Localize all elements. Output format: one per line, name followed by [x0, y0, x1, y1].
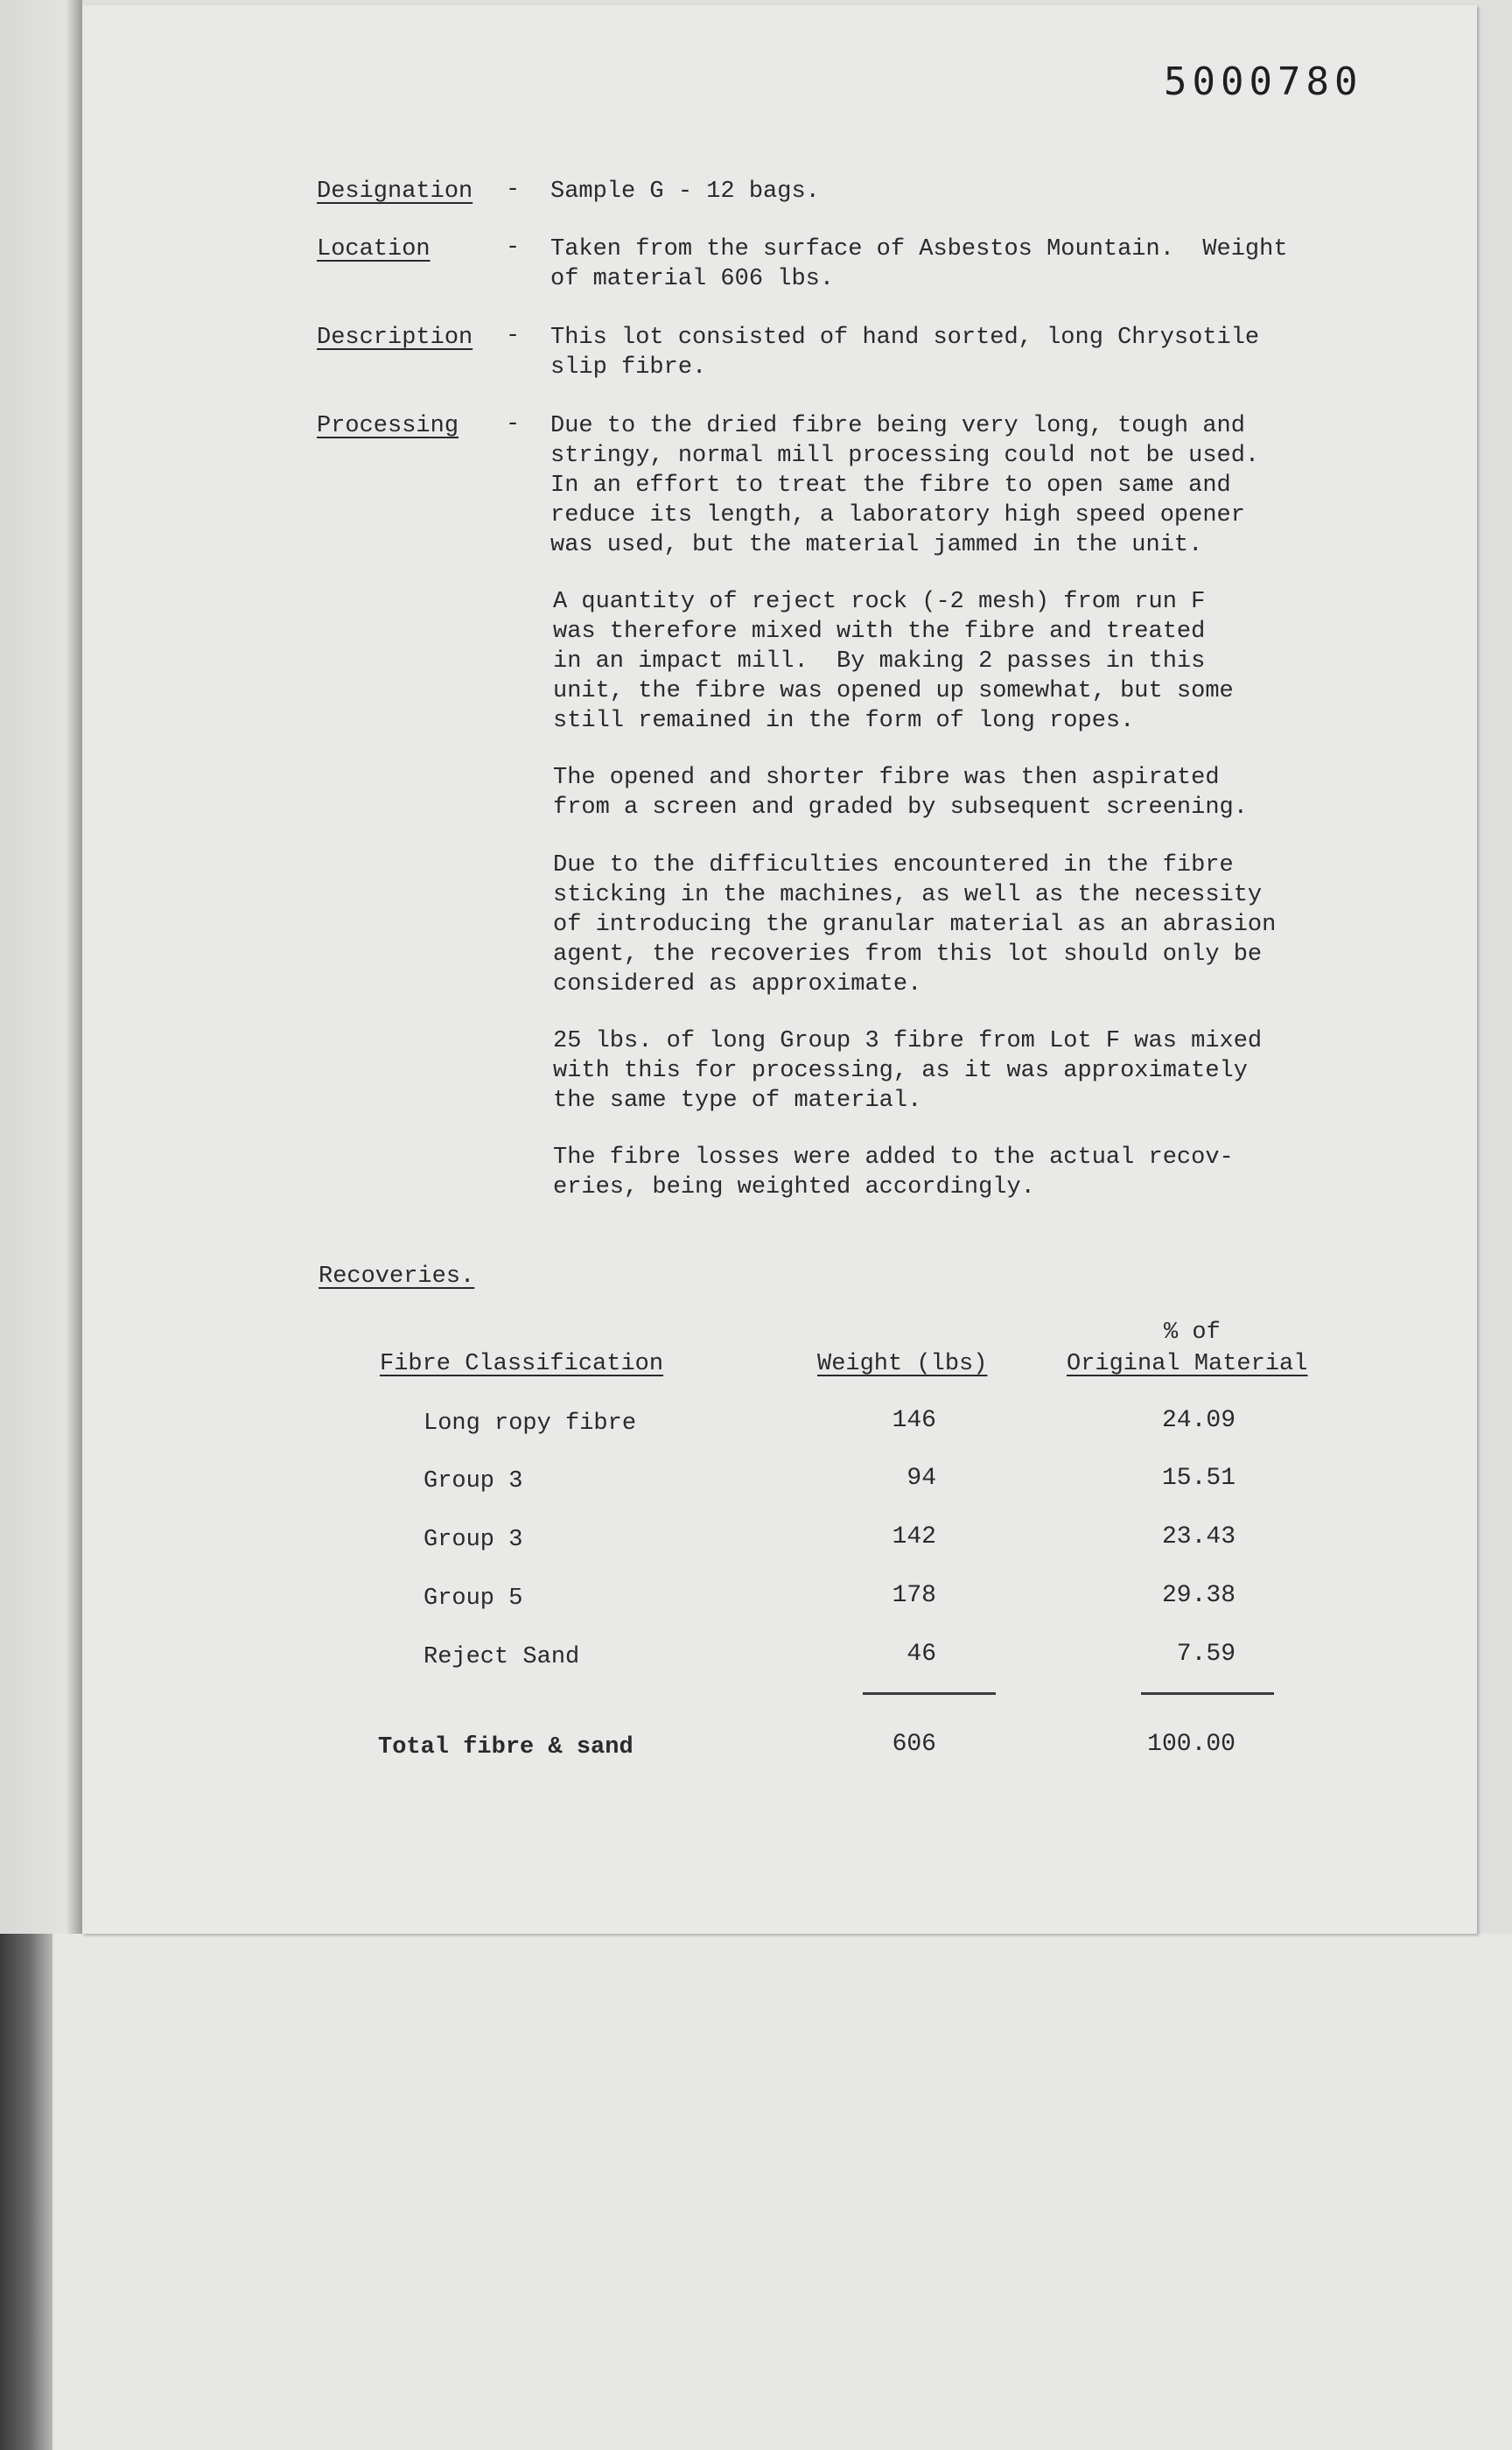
paragraph-5-line1: The fibre losses were added to the actual recov-	[553, 1144, 1234, 1171]
table-row-classification: Long ropy fibre	[424, 1410, 637, 1437]
table-row-weight: 142	[892, 1523, 936, 1550]
percent-sum-rule	[1141, 1692, 1274, 1695]
background-surface	[52, 1934, 1512, 2450]
paragraph-3-line3: of introducing the granular material as an abrasion	[553, 912, 1277, 938]
paragraph-1-line1: A quantity of reject rock (-2 mesh) from run F	[553, 589, 1206, 615]
field-value-description-line2: slip fibre.	[550, 354, 707, 381]
total-label: Total fibre & sand	[378, 1734, 634, 1760]
field-value-processing-line4: reduce its length, a laboratory high speed opener	[550, 502, 1245, 528]
field-value-location-line1: Taken from the surface of Asbestos Mountain. Weight	[550, 236, 1288, 262]
table-row-weight: 146	[892, 1407, 936, 1434]
column-header-percent-line2: Original Material	[1067, 1351, 1308, 1377]
field-value-processing-line2: stringy, normal mill processing could not be used.	[550, 443, 1260, 469]
paragraph-1-line5: still remained in the form of long ropes.	[553, 708, 1135, 734]
paragraph-4-line1: 25 lbs. of long Group 3 fibre from Lot F was mixed	[553, 1028, 1263, 1054]
field-value-processing-line1: Due to the dried fibre being very long, tough and	[550, 413, 1245, 439]
paragraph-3-line5: considered as approximate.	[553, 971, 922, 998]
table-row-classification: Group 3	[424, 1468, 523, 1494]
table-row-classification: Reject Sand	[424, 1644, 580, 1670]
column-header-weight: Weight (lbs)	[817, 1351, 988, 1377]
paragraph-3-line1: Due to the difficulties encountered in the fibre	[553, 852, 1234, 878]
field-label-processing: Processing	[317, 413, 459, 439]
total-weight: 606	[892, 1731, 936, 1758]
field-label-description: Description	[317, 325, 473, 351]
column-header-percent-line1: % of	[1164, 1320, 1221, 1346]
paragraph-4-line2: with this for processing, as it was approximately	[553, 1058, 1248, 1084]
shadow	[0, 1934, 52, 2450]
field-value-location-line2: of material 606 lbs.	[550, 266, 835, 292]
field-dash: -	[506, 177, 521, 203]
paragraph-5-line2: eries, being weighted accordingly.	[553, 1174, 1035, 1200]
table-row-weight: 178	[892, 1582, 936, 1609]
paragraph-1-line3: in an impact mill. By making 2 passes in this	[553, 648, 1206, 675]
table-row-percent: 7.59	[1176, 1641, 1236, 1668]
table-row-classification: Group 3	[424, 1527, 523, 1553]
recoveries-heading: Recoveries.	[318, 1264, 475, 1290]
paragraph-3-line4: agent, the recoveries from this lot should only be	[553, 942, 1263, 968]
paragraph-4-line3: the same type of material.	[553, 1088, 922, 1114]
field-dash: -	[506, 234, 521, 261]
field-value-description-line1: This lot consisted of hand sorted, long Chrysotile	[550, 325, 1260, 351]
field-dash: -	[506, 323, 521, 349]
table-row-percent: 15.51	[1161, 1465, 1236, 1492]
document-number: 5000780	[1164, 60, 1363, 104]
table-row-percent: 24.09	[1161, 1407, 1236, 1434]
field-label-location: Location	[317, 236, 430, 262]
paragraph-1-line4: unit, the fibre was opened up somewhat, but some	[553, 678, 1234, 704]
field-value-processing-line3: In an effort to treat the fibre to open same and	[550, 472, 1231, 499]
field-dash: -	[506, 411, 521, 438]
field-value-designation: Sample G - 12 bags.	[550, 178, 820, 205]
binder-edge	[0, 0, 82, 1934]
table-row-percent: 23.43	[1161, 1523, 1236, 1550]
table-row-classification: Group 5	[424, 1586, 523, 1612]
table-row-weight: 46	[906, 1641, 936, 1668]
field-label-designation: Designation	[317, 178, 473, 205]
total-percent: 100.00	[1147, 1731, 1236, 1758]
table-row-weight: 94	[906, 1465, 936, 1492]
document-page	[82, 5, 1477, 1934]
paragraph-1-line2: was therefore mixed with the fibre and treated	[553, 619, 1206, 645]
weight-sum-rule	[863, 1692, 996, 1695]
paragraph-2-line2: from a screen and graded by subsequent screening.	[553, 794, 1248, 821]
paragraph-2-line1: The opened and shorter fibre was then aspirated	[553, 765, 1220, 791]
paragraph-3-line2: sticking in the machines, as well as the necessity	[553, 882, 1263, 908]
column-header-classification: Fibre Classification	[380, 1351, 664, 1377]
table-row-percent: 29.38	[1161, 1582, 1236, 1609]
field-value-processing-line5: was used, but the material jammed in the unit.	[550, 532, 1203, 558]
